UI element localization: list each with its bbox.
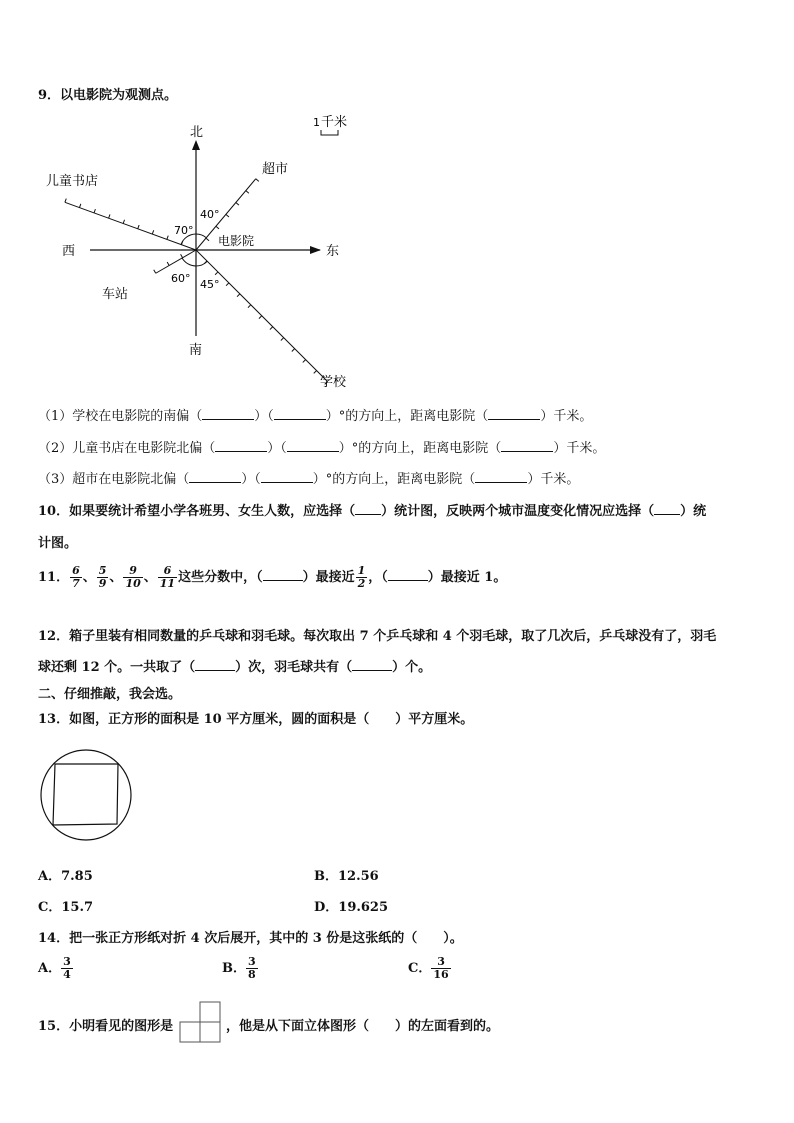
q14-option-a[interactable]: A． $\frac{3}{4}$ <box>38 955 71 981</box>
angle-label-40: 40° <box>200 208 220 221</box>
q9-sub3: （3）超市在电影院北偏（ ）（ ）°的方向上，距离电影院（ ）千米。 <box>38 472 580 487</box>
label-bookstore: 儿童书店 <box>46 174 99 189</box>
unit-tick <box>226 214 229 217</box>
answer-blank[interactable] <box>654 503 680 515</box>
q13-option-c[interactable]: C．15.7 <box>38 900 94 915</box>
unit-tick <box>65 199 66 203</box>
unit-tick <box>138 225 139 229</box>
answer-blank[interactable] <box>274 408 326 420</box>
q13-option-b[interactable]: B．12.56 <box>314 869 379 884</box>
unit-tick <box>167 236 168 240</box>
unit-tick <box>256 179 259 182</box>
square-shape <box>53 764 118 825</box>
angle-label-60: 60° <box>171 272 191 285</box>
shape-cell-top <box>200 1002 220 1022</box>
label-north: 北 <box>190 125 204 140</box>
q14-option-b[interactable]: B． $\frac{3}{8}$ <box>222 955 256 981</box>
q14-text: 14．把一张正方形纸对折 4 次后展开，其中的 3 份是这张纸的（ ）。 <box>38 931 463 946</box>
answer-blank[interactable] <box>287 440 339 452</box>
unit-tick <box>167 262 169 265</box>
answer-blank[interactable] <box>501 440 553 452</box>
q12-line2: 球还剩 12 个。一共取了（ ）次，羽毛球共有（ ）个。 <box>38 660 432 675</box>
q9-sub2: （2）儿童书店在电影院北偏（ ）（ ）°的方向上，距离电影院（ ）千米。 <box>38 441 606 456</box>
fraction: $\frac{3}{8}$ <box>248 955 256 981</box>
label-east: 东 <box>326 244 340 259</box>
answer-blank[interactable] <box>195 659 235 671</box>
answer-blank[interactable] <box>202 408 254 420</box>
answer-blank[interactable] <box>261 471 313 483</box>
unit-tick <box>152 230 153 234</box>
unit-tick <box>281 338 284 341</box>
east-arrow <box>310 246 321 254</box>
q15-text-a: 15．小明看见的图形是 <box>38 1019 174 1034</box>
fraction-half: $\frac{1}{2}$ <box>357 564 366 590</box>
scale-number: 1 <box>313 116 320 129</box>
unit-tick <box>246 191 249 194</box>
unit-tick <box>216 226 219 229</box>
unit-tick <box>292 349 295 352</box>
q9-title: 9．以电影院为观测点。 <box>38 88 178 103</box>
scale-bar <box>321 130 338 135</box>
direction-diagram <box>40 110 370 395</box>
fraction: $\frac{3}{16}$ <box>433 955 449 981</box>
unit-tick <box>154 270 156 273</box>
answer-blank[interactable] <box>488 408 540 420</box>
fraction: $\frac{6}{11}$ <box>159 564 176 590</box>
north-arrow <box>192 140 200 150</box>
shape-cell-bottom-right <box>200 1022 220 1042</box>
unit-tick <box>94 209 95 213</box>
unit-tick <box>123 220 124 224</box>
label-cinema: 电影院 <box>218 234 255 248</box>
fraction: $\frac{5}{9}$ <box>98 564 107 590</box>
unit-tick <box>206 238 209 241</box>
angle-label-70: 70° <box>174 224 194 237</box>
shape-cell-bottom-left <box>180 1022 200 1042</box>
unit-tick <box>109 214 110 218</box>
ray-station <box>156 250 196 273</box>
q15-text-b: ，他是从下面立体图形（ ）的左面看到的。 <box>226 1019 500 1034</box>
label-station: 车站 <box>102 287 129 302</box>
answer-blank[interactable] <box>475 471 527 483</box>
angle-label-45: 45° <box>200 278 220 291</box>
q13-option-a[interactable]: A．7.85 <box>38 869 93 884</box>
unit-tick <box>181 254 183 257</box>
label-west: 西 <box>62 244 76 259</box>
unit-tick <box>236 203 239 206</box>
answer-blank[interactable] <box>352 659 392 671</box>
q9-sub1: （1）学校在电影院的南偏（ ）（ ）°的方向上，距离电影院（ ）千米。 <box>38 409 593 424</box>
circle-square-figure <box>38 747 134 843</box>
unit-tick <box>79 204 80 208</box>
label-supermarket: 超市 <box>262 162 289 177</box>
q14-option-c[interactable]: C． $\frac{3}{16}$ <box>408 955 449 981</box>
unit-tick <box>314 371 317 374</box>
q13-option-d[interactable]: D．19.625 <box>314 900 389 915</box>
arc-60 <box>182 258 196 266</box>
answer-blank[interactable] <box>189 471 241 483</box>
q13-text: 13．如图，正方形的面积是 10 平方厘米，圆的面积是（ ）平方厘米。 <box>38 712 474 727</box>
fraction: $\frac{6}{7}$ <box>72 564 80 590</box>
answer-blank[interactable] <box>215 440 267 452</box>
q10-line2: 计图。 <box>38 536 78 551</box>
scale-unit: 千米 <box>321 115 348 130</box>
answer-blank[interactable] <box>355 503 381 515</box>
fraction: $\frac{3}{4}$ <box>63 955 71 981</box>
q12-line1: 12．箱子里装有相同数量的乒乓球和羽毛球。每次取出 7 个乒乓球和 4 个羽毛球，取了几次后，乒乓球没有了，羽毛 <box>38 629 717 644</box>
q10-line1: 10．如果要统计希望小学各班男、女生人数，应选择（ ）统计图，反映两个城市温度变化情况应选择（ ）统 <box>38 504 707 519</box>
unit-tick <box>248 305 251 308</box>
unit-tick <box>259 316 262 319</box>
unit-tick <box>270 327 273 330</box>
answer-blank[interactable] <box>263 569 303 581</box>
unit-tick <box>215 272 218 275</box>
unit-tick <box>303 360 306 363</box>
section-heading: 二、仔细推敲，我会选。 <box>38 687 182 702</box>
label-south: 南 <box>189 343 203 358</box>
label-school: 学校 <box>320 375 347 390</box>
answer-blank[interactable] <box>388 569 428 581</box>
view-shape-figure <box>179 1001 223 1043</box>
unit-tick <box>226 283 229 286</box>
q11: 11． $\frac{6}{7}$ 、 $\frac{5}{9}$ 、 $\frac{9}{10}$ 、 $\frac{6}{11}$ 这些分数中，（ ）最接近 $\frac{1}{2}$ ，（ ）最接近 1。 <box>38 564 507 590</box>
arc-40 <box>196 234 206 238</box>
fraction: $\frac{9}{10}$ <box>125 564 141 590</box>
unit-tick <box>237 294 240 297</box>
